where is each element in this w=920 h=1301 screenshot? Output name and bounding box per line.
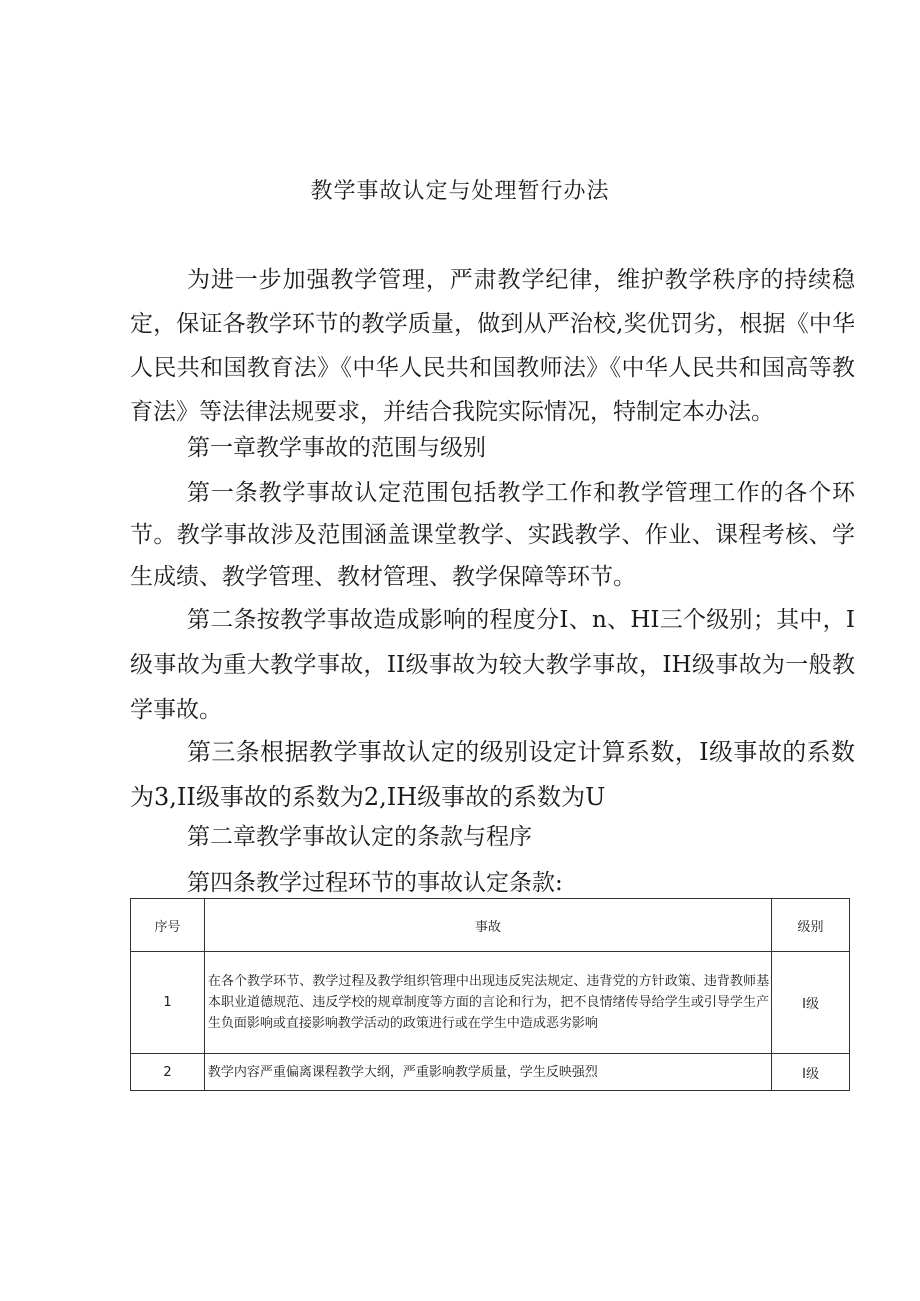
article-4-paragraph: 第四条教学过程环节的事故认定条款:	[187, 870, 563, 896]
header-serial-number: 序号	[131, 899, 205, 952]
row-serial-number: 2	[131, 1054, 205, 1091]
chapter-2-heading: 第二章教学事故认定的条款与程序	[187, 824, 532, 850]
document-title: 教学事故认定与处理暂行办法	[310, 179, 610, 204]
article-3-paragraph: 第三条根据教学事故认定的级别设定计算系数，I级事故的系数为3,II级事故的系数为2,IH级事故的系数为U	[130, 738, 855, 811]
table-row	[131, 952, 850, 1054]
table-row	[131, 1054, 850, 1091]
row-accident-description: 在各个教学环节、教学过程及教学组织管理中出现违反宪法规定、违背党的方针政策、违背教师基本职业道德规范、违反学校的规章制度等方面的言论和行为，把不良情绪传导给学生或引导学生产生负面影响或直接影响教学活动的政策进行或在学生中造成恶劣影响	[204, 952, 771, 1054]
table-header-row	[131, 899, 850, 952]
chapter-1-heading: 第一章教学事故的范围与级别	[187, 435, 486, 461]
intro-paragraph: 为进一步加强教学管理，严肃教学纪律，维护教学秩序的持续稳定，保证各教学环节的教学质量，做到从严治校,奖优罚劣，根据《中华人民共和国教育法》《中华人民共和国教师法》《中华人民共和国高等教育法》等法律法规要求，并结合我院实际情况，特制定本办法。	[130, 267, 855, 425]
row-serial-number: 1	[131, 952, 205, 1054]
accident-rules-table	[130, 898, 850, 1091]
article-1-paragraph: 第一条教学事故认定范围包括教学工作和教学管理工作的各个环节。教学事故涉及范围涵盖课堂教学、实践教学、作业、课程考核、学生成绩、教学管理、教材管理、教学保障等环节。	[130, 480, 855, 590]
row-level: I级	[772, 952, 850, 1054]
row-accident-description: 教学内容严重偏离课程教学大纲，严重影响教学质量，学生反映强烈	[204, 1054, 771, 1091]
header-accident: 事故	[204, 899, 771, 952]
row-level: I级	[772, 1054, 850, 1091]
article-2-paragraph: 第二条按教学事故造成影响的程度分I、n、HI三个级别；其中，I级事故为重大教学事故，II级事故为较大教学事故，IH级事故为一般教学事故。	[130, 607, 855, 723]
header-level: 级别	[772, 899, 850, 952]
